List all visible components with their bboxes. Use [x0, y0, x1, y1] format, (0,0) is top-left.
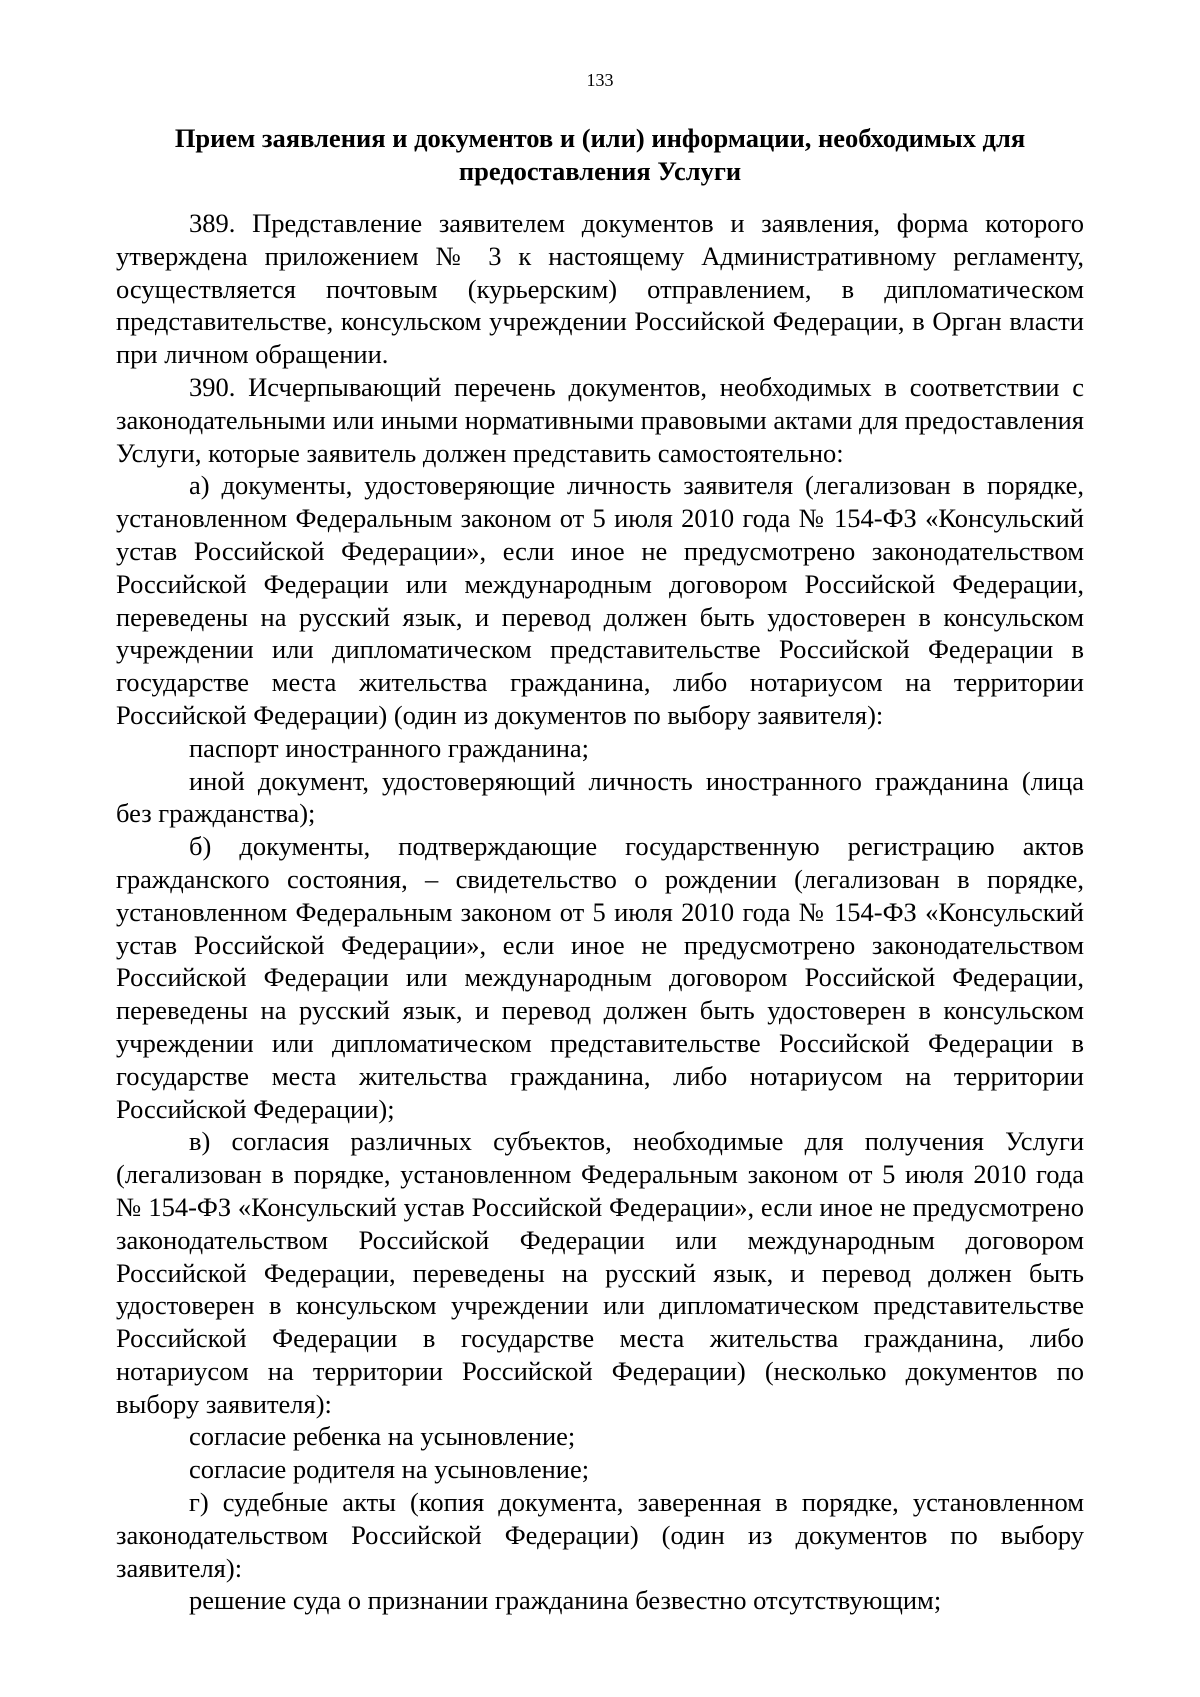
- list-item-a: а) документы, удостоверяющие личность заявителя (легализован в порядке, установленном Федеральным законом от 5 июля 2010 года № 154-ФЗ «Консульский устав Российской Федерации», если иное не предусмотрено законодательством Российской Федерации или международным договором Российской Федерации, переведены на русский язык, и перевод должен быть удостоверен в консульском учреждении или дипломатическом представительстве Российской Федерации в государстве места жительства гражданина, либо нотариусом на территории Российской Федерации) (один из документов по выбору заявителя):: [116, 470, 1084, 730]
- paragraph-390: 390. Исчерпывающий перечень документов, необходимых в соответствии с законодательными или иными нормативными правовыми актами для предоставления Услуги, которые заявитель должен представить самостоятельно:: [116, 371, 1084, 468]
- section-title-line-1: Прием заявления и документов и (или) информации, необходимых для: [174, 123, 1026, 153]
- page-number: 133: [586, 70, 614, 90]
- section-title-line-2: предоставления Услуги: [458, 156, 742, 186]
- list-item-g: г) судебные акты (копия документа, заверенная в порядке, установленном законодательством Российской Федерации) (один из документов по выбору заявителя):: [116, 1487, 1084, 1583]
- paragraph-389: 389. Представление заявителем документов и заявления, форма которого утверждена приложением № 3 к настоящему Административному регламенту, осуществляется почтовым (курьерским) отправлением, в дипломатическом представительстве, консульском учреждении Российской Федерации, в Орган власти при личном обращении.: [116, 208, 1084, 370]
- document-body: [116, 207, 1084, 1617]
- list-subitem-court-decision: решение суда о признании гражданина безвестно отсутствующим;: [189, 1585, 942, 1616]
- section-title: [116, 122, 1084, 188]
- list-subitem-child-consent: согласие ребенка на усыновление;: [189, 1421, 576, 1452]
- list-subitem-passport: паспорт иностранного гражданина;: [189, 732, 589, 763]
- list-item-v: в) согласия различных субъектов, необходимые для получения Услуги (легализован в порядке, установленном Федеральным законом от 5 июля 2010 года № 154-ФЗ «Консульский устав Российской Федерации», если иное не предусмотрено законодательством Российской Федерации или международным договором Российской Федерации, переведены на русский язык, и перевод должен быть удостоверен в консульском учреждении или дипломатическом представительстве Российской Федерации в государстве места жительства гражданина, либо нотариусом на территории Российской Федерации) (несколько документов по выбору заявителя):: [116, 1126, 1084, 1419]
- list-subitem-parent-consent: согласие родителя на усыновление;: [189, 1454, 590, 1485]
- list-subitem-other-id: иной документ, удостоверяющий личность иностранного гражданина (лица без гражданства);: [116, 765, 1084, 829]
- list-item-b: б) документы, подтверждающие государственную регистрацию актов гражданского состояния, – свидетельство о рождении (легализован в порядке, установленном Федеральным законом от 5 июля 2010 года № 154-ФЗ «Консульский устав Российской Федерации», если иное не предусмотрено законодательством Российской Федерации или международным договором Российской Федерации, переведены на русский язык, и перевод должен быть удостоверен в консульском учреждении или дипломатическом представительстве Российской Федерации в государстве места жительства гражданина, либо нотариусом на территории Российской Федерации);: [116, 831, 1084, 1124]
